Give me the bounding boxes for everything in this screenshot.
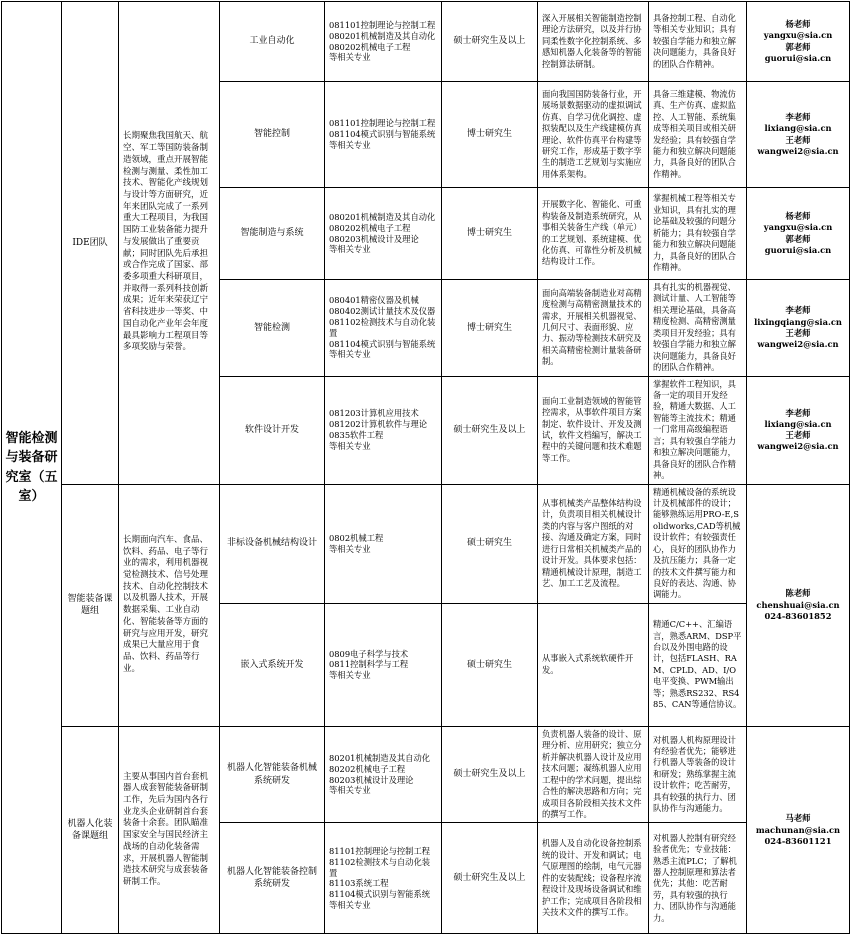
research-content: 开展数字化、智能化、可重构装备及制造系统研究，从事相关装备生产线（单元）的工艺规划、系统建模、优化仿真、可靠性分析及机械结构设计工作。 (538, 188, 649, 280)
contact-email[interactable]: chenshuai@sia.cn (756, 599, 840, 610)
contact-name: 杨老师 (785, 211, 811, 222)
majors (325, 726, 442, 823)
contact-email[interactable]: yangxu@sia.cn (763, 30, 833, 41)
contact (747, 726, 850, 934)
requirements: 掌握软件工程知识，具备一定的项目开发经验，精通大数据、人工智能等主流技术；精通一门常用高级编程语言；具有较强自学能力和独立解决问题能力，具备良好的团队合作精神。 (649, 376, 747, 484)
majors (325, 376, 442, 484)
requirements: 对机器人控制有研究经验者优先；专业技能：熟悉主流PLC；了解机器人控制原理和算法者优先；其他：吃苦耐劳，具有较强的执行力、团队协作与沟通能力。 (649, 823, 747, 934)
contact (747, 280, 850, 377)
table-row (2, 2, 850, 82)
major-item: 080402测试计量技术及仪器 (329, 306, 436, 317)
majors (325, 280, 442, 377)
requirements: 具有扎实的机器视觉、测试计量、人工智能等相关理论基础，具备高精度检测、高精密测量类项目开发经验；具有较强自学能力和独立解决问题能力，具备良好的团队合作精神。 (649, 280, 747, 377)
research-content: 面向工业制造领域的智能管控需求，从事软件项目方案制定、软件设计、开发及测试，软件文档编写，解决工程中的关键问题和技术难题等工作。 (538, 376, 649, 484)
majors (325, 188, 442, 280)
research-direction: 工业自动化 (220, 2, 325, 82)
contact-name: 陈老师 (785, 588, 811, 599)
majors (325, 823, 442, 934)
major-item: 等相关专业 (329, 349, 371, 360)
majors (325, 603, 442, 726)
research-direction: 软件设计开发 (220, 376, 325, 484)
table-row (2, 484, 850, 603)
research-direction: 机器人化智能装备控制系统研发 (220, 823, 325, 934)
major-item: 81101控制理论与控制工程 (329, 846, 431, 857)
group-name: IDE团队 (62, 2, 119, 485)
major-item: 等相关专业 (329, 899, 371, 910)
degree: 博士研究生 (442, 82, 538, 188)
major-item: 0802机械工程 (329, 532, 384, 543)
research-content: 面向我国国防装备行业，开展场景数据驱动的虚拟调试仿真、自学习优化调控、虚拟装配以及生产线建模仿真理论、软件仿真平台构建等研究工作，形成基于数字孪生的制造工艺规划与实施应用体系架构。 (538, 82, 649, 188)
degree: 硕士研究生及以上 (442, 376, 538, 484)
degree: 硕士研究生及以上 (442, 726, 538, 823)
contact-email[interactable]: lixingqiang@sia.cn (754, 316, 842, 327)
contact-email[interactable]: yangxu@sia.cn (763, 222, 833, 233)
contact (747, 484, 850, 726)
contact-name: 李老师 (785, 112, 811, 123)
requirements: 精通C/C++、汇编语言，熟悉ARM、DSP平台以及外围电路的设计，包括FLASH、RAM、CPLD、AD、I/O电平变换、PWM输出等；熟悉RS232、RS485、CAN等通信协议。 (649, 603, 747, 726)
table-row (2, 726, 850, 823)
major-item: 等相关专业 (329, 670, 371, 681)
contact-email[interactable]: wangwei2@sia.cn (757, 441, 839, 452)
contact-email[interactable]: lixiang@sia.cn (764, 123, 832, 134)
major-item: 0835软件工程 (329, 430, 384, 440)
requirements: 具备控制工程、自动化等相关专业知识；具有较强自学能力和独立解决问题能力，具备良好的团队合作精神。 (649, 2, 747, 82)
lab-name: 智能检测与装备研究室（五室） (2, 2, 62, 934)
major-item: 等相关专业 (329, 244, 371, 255)
research-direction: 智能控制 (220, 82, 325, 188)
major-item: 080201机械制造及其自动化 (329, 30, 436, 41)
major-item: 81103系统工程 (329, 878, 389, 889)
degree: 博士研究生 (442, 188, 538, 280)
major-item: 081101控制理论与控制工程 (329, 118, 436, 129)
contact-email[interactable]: guorui@sia.cn (764, 52, 832, 63)
degree: 硕士研究生及以上 (442, 2, 538, 82)
research-direction: 机器人化智能装备机械系统研发 (220, 726, 325, 823)
contact-name: 郭老师 (785, 41, 811, 52)
contact (747, 2, 850, 82)
research-direction: 嵌入式系统开发 (220, 603, 325, 726)
contact-name: 李老师 (785, 407, 811, 418)
contact-name: 王老师 (785, 327, 811, 338)
contact-phone: 024-83601121 (764, 835, 832, 846)
contact (747, 188, 850, 280)
major-item: 等相关专业 (329, 785, 371, 796)
major-item: 81102检测技术与自动化装置 (329, 856, 431, 878)
major-item: 080202机械电子工程 (329, 41, 411, 52)
research-direction: 智能制造与系统 (220, 188, 325, 280)
major-item: 等相关专业 (329, 440, 371, 451)
research-content: 深入开展相关智能制造控制理论方法研究，以及并行协同柔性数字化控制系统、多感知机器人化装备等的智能控制算法研制。 (538, 2, 649, 82)
major-item: 081202计算机软件与理论 (329, 419, 428, 430)
research-content: 机器人及自动化设备控制系统的设计、开发和调试；电气原理图的绘制，电气元器件的安装配线；设备程序流程设计及现场设备调试和维护工作；完成项目各阶段相关技术文件的撰写工作。 (538, 823, 649, 934)
majors (325, 82, 442, 188)
major-item: 080401精密仪器及机械 (329, 295, 419, 306)
requirements: 对机器人机构原理设计有经验者优先；能够进行机器人等装备的设计和研发；熟练掌握主流设计软件；吃苦耐劳，具有较强的执行力、团队协作与沟通能力。 (649, 726, 747, 823)
contact-email[interactable]: wangwei2@sia.cn (757, 145, 839, 156)
majors (325, 484, 442, 603)
major-item: 80203机械设计及理论 (329, 774, 414, 785)
degree: 硕士研究生 (442, 603, 538, 726)
major-item: 080203机械设计及理论 (329, 233, 419, 244)
contact-email[interactable]: wangwei2@sia.cn (757, 338, 839, 349)
major-item: 0811控制科学与工程 (329, 659, 409, 670)
major-item: 80201机械制造及其自动化 (329, 753, 431, 764)
degree: 博士研究生 (442, 280, 538, 377)
major-item: 等相关专业 (329, 543, 371, 554)
contact (747, 376, 850, 484)
major-item: 081104模式识别与智能系统 (329, 129, 436, 140)
research-direction: 智能检测 (220, 280, 325, 377)
research-content: 从事嵌入式系统软硬件开发。 (538, 603, 649, 726)
major-item: 80202机械电子工程 (329, 763, 406, 774)
majors (325, 2, 442, 82)
major-item: 081102检测技术与自动化装置 (329, 316, 436, 338)
major-item: 0809电子科学与技术 (329, 648, 409, 659)
contact-name: 王老师 (785, 430, 811, 440)
research-content: 面向高端装备制造业对高精度检测与高精密测量技术的需求，开展相关机器视觉、几何尺寸、表面形貌、应力、振动等检测技术研究及相关高精密检测计量装备研制。 (538, 280, 649, 377)
major-item: 081203计算机应用技术 (329, 408, 419, 419)
group-description: 长期面向汽车、食品、饮料、药品、电子等行业的需求，利用机器视觉检测技术、信号处理技术、自动化控制技术以及机器人技术，开展数据采集、工业自动化、智能装备等方面的研究与应用开发，研究成果已大量应用于食品、饮料、药品等行业。 (119, 484, 220, 726)
group-name: 智能装备课题组 (62, 484, 119, 726)
major-item: 81104模式识别与智能系统 (329, 889, 431, 900)
group-description: 长期聚焦我国航天、航空、军工等国防装备制造领域，重点开展智能检测与测量、柔性加工技术、智能化产线规划与设计等方面研究，近年来团队完成了一系列重大工程项目，为我国国防工业装备能力提升与发展做出了重要贡献；同时团队先后承担或合作完成了国家、部委多项重大科研项目，并取得一系列科技创新成果；近年来荣获辽宁省科技进步一等奖、中国自动化产业年会年度最具影响力工程项目等多项奖励与荣誉。 (119, 2, 220, 485)
major-item: 080201机械制造及其自动化 (329, 211, 436, 222)
research-content: 从事机械类产品整体结构设计，负责项目相关机械设计类的内容与客户图纸的对接、沟通及确定方案，同时进行日常相关机械类产品的设计开发。具体要求包括：精通机械设计原理，制造工艺、加工工艺及流程。 (538, 484, 649, 603)
recruitment-table (1, 1, 850, 934)
group-name: 机器人化装备课题组 (62, 726, 119, 934)
major-item: 等相关专业 (329, 139, 371, 150)
contact (747, 82, 850, 188)
contact-name: 杨老师 (785, 19, 811, 30)
group-description: 主要从事国内首台套机器人成套智能装备研制工作，先后为国内各行业龙头企业研制首台套装备十余套。团队瞄准国家安全与国民经济主战场的自动化装备需求，开展机器人智能制造技术研究与成套装备研制工作。 (119, 726, 220, 934)
requirements: 掌握机械工程等相关专业知识，具有扎实的理论基础及较强的问题分析能力；具有较强自学能力和独立解决问题能力，具备良好的团队合作精神。 (649, 188, 747, 280)
major-item: 080202机械电子工程 (329, 222, 411, 233)
contact-email[interactable]: machunan@sia.cn (755, 824, 841, 835)
contact-name: 李老师 (785, 305, 811, 316)
requirements: 具备三维建模、物流仿真、生产仿真、虚拟监控、人工智能、系统集成等相关项目或相关研发经验；具有较强自学能力和独立解决问题能力，具备良好的团队合作精神。 (649, 82, 747, 188)
contact-email[interactable]: lixiang@sia.cn (764, 418, 832, 429)
contact-name: 马老师 (785, 813, 811, 824)
contact-email[interactable]: guorui@sia.cn (764, 244, 832, 255)
contact-name: 王老师 (785, 134, 811, 145)
research-direction: 非标设备机械结构设计 (220, 484, 325, 603)
contact-phone: 024-83601852 (764, 610, 832, 621)
degree: 硕士研究生 (442, 484, 538, 603)
requirements: 精通机械设备的系统设计及机械部件的设计；能够熟练运用PRO-E,Solidworks,CAD等机械设计软件；有较强责任心，良好的团队协作力及抗压能力；具备一定的技术文件撰写能力和良好的表达、沟通、协调能力。 (649, 484, 747, 603)
major-item: 081104模式识别与智能系统 (329, 338, 436, 349)
major-item: 等相关专业 (329, 52, 371, 63)
major-item: 081101控制理论与控制工程 (329, 19, 436, 30)
degree: 硕士研究生及以上 (442, 823, 538, 934)
contact-name: 郭老师 (785, 233, 811, 244)
research-content: 负责机器人装备的设计、原理分析、应用研究；独立分析并解决机器人设计及应用技术问题；凝练机器人应用工程中的学术问题，提出综合性的解决思路和方向；完成项目各阶段相关技术文件的撰写工作。 (538, 726, 649, 823)
